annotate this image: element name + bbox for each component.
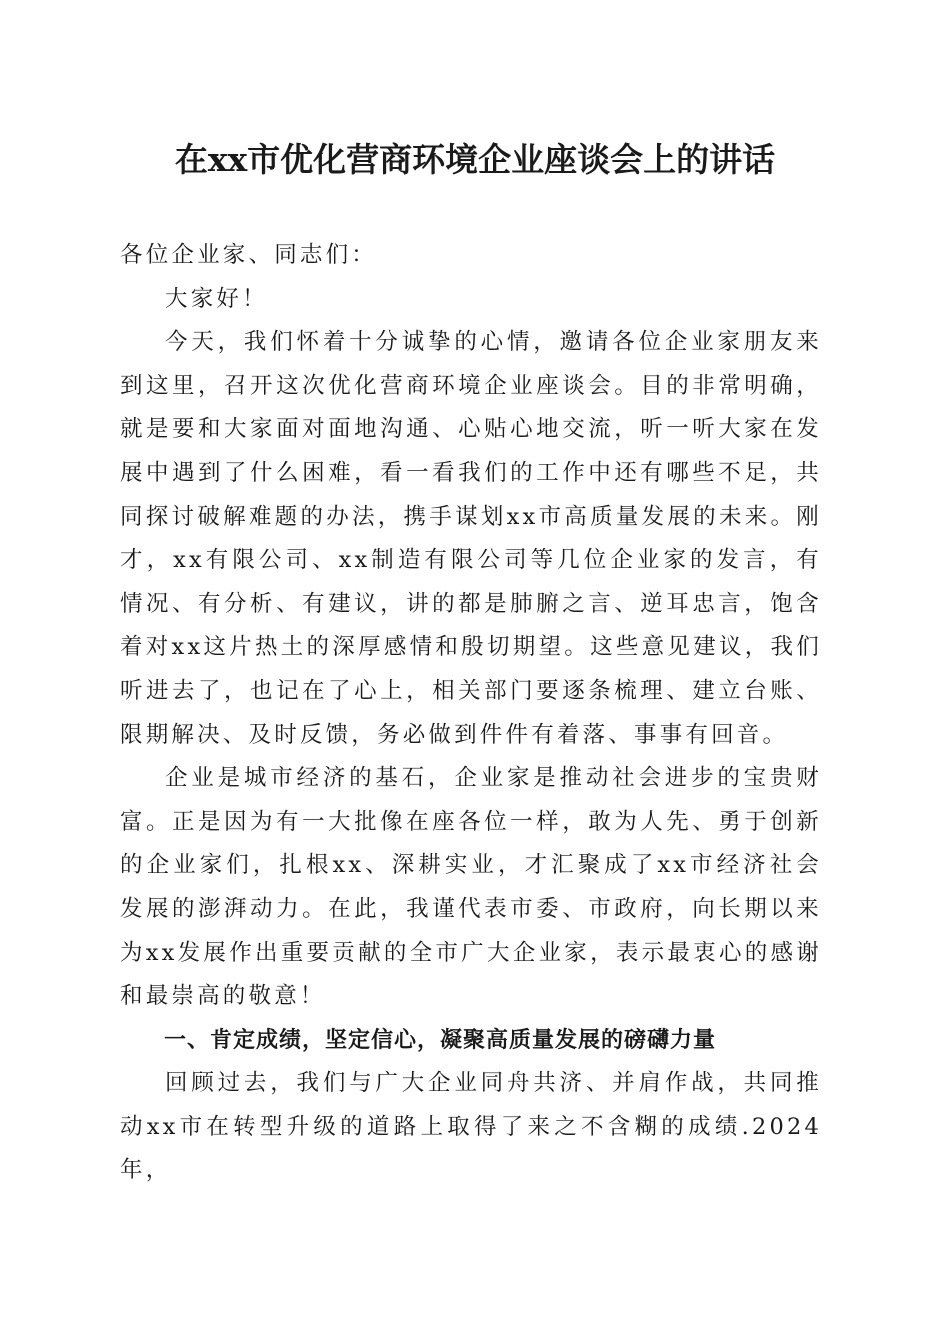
greeting: 大家好！ <box>165 285 268 312</box>
paragraph-opening: 今天，我们怀着十分诚挚的心情，邀请各位企业家朋友来到这里，召开这次优化营商环境企业座谈会。目的非常明确，就是要和大家面对面地沟通、心贴心地交流，听一听大家在发展中遇到了什么困难，看一看我们的工作中还有哪些不足，共同探讨破解难题的办法，携手谋划xx市高质量发展的未来。刚才，xx有限公司、xx制造有限公司等几位企业家的发言，有情况、有分析、有建议，讲的都是肺腑之言、逆耳忠言，饱含着对xx这片热土的深厚感情和殷切期望。这些意见建议，我们听进去了，也记在了心上，相关部门要逐条梳理、建立台账、限期解决、及时反馈，务必做到件件有着落、事事有回音。 <box>120 329 822 748</box>
section-heading-1: 一、肯定成绩，坚定信心，凝聚高质量发展的磅礴力量 <box>164 1027 717 1053</box>
paragraph-review: 回顾过去，我们与广大企业同舟共济、并肩作战，共同推动xx市在转型升级的道路上取得了来之不含糊的成绩.2024年， <box>120 1070 822 1184</box>
document-title: 在xx市优化营商环境企业座谈会上的讲话 <box>174 140 776 179</box>
paragraph-entrepreneurs: 企业是城市经济的基石，企业家是推动社会进步的宝贵财富。正是因为有一大批像在座各位一样，敢为人先、勇于创新的企业家们，扎根xx、深耕实业，才汇聚成了xx市经济社会发展的澎湃动力。在此，我谨代表市委、市政府，向长期以来为xx发展作出重要贡献的全市广大企业家，表示最衷心的感谢和最崇高的敬意！ <box>120 765 822 1010</box>
document-body <box>120 234 822 1193</box>
salutation: 各位企业家、同志们： <box>120 242 378 268</box>
